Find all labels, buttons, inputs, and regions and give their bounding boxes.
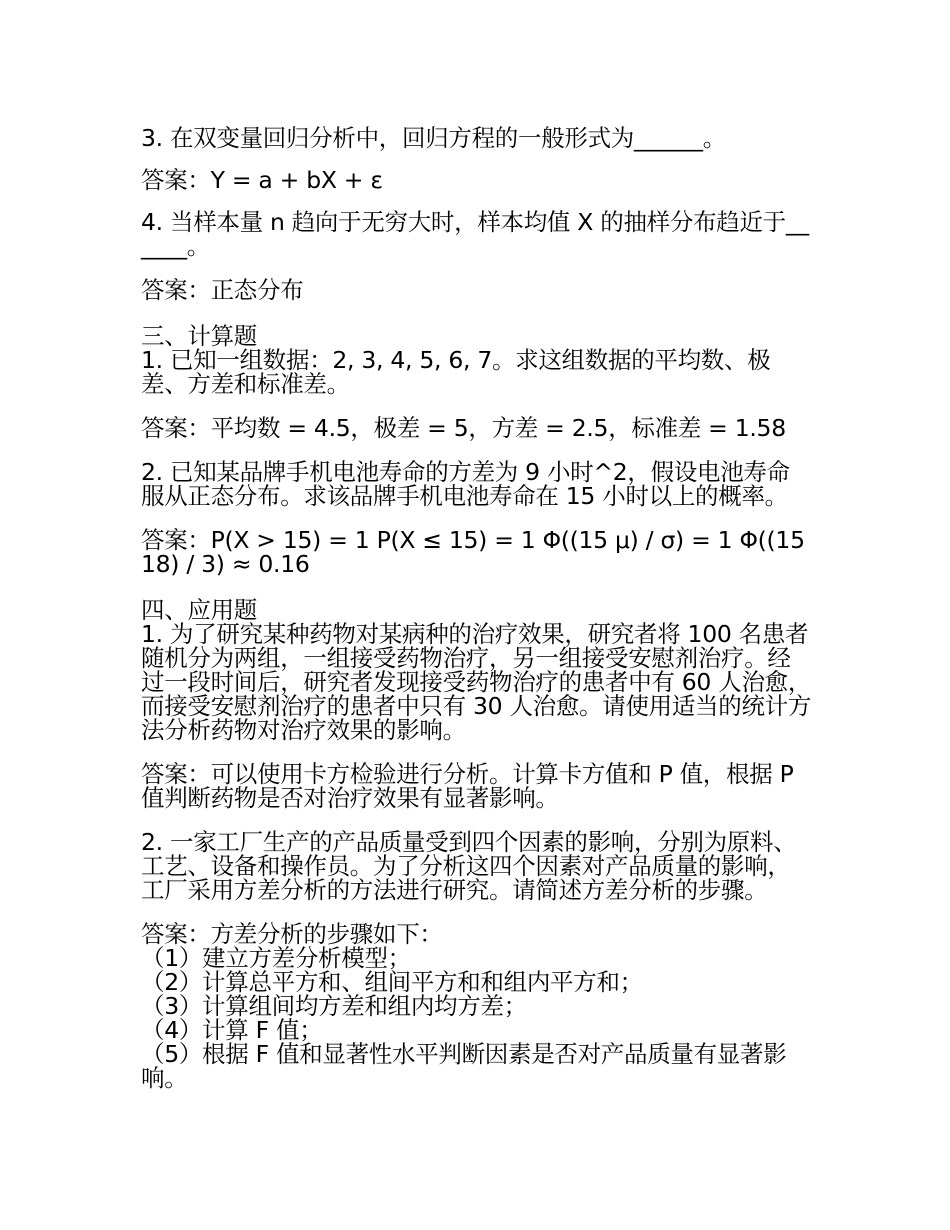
app-answer-2: [141, 922, 813, 1090]
app-answer-2-step: （2）计算总平方和、组间平方和和组内平方和；: [141, 968, 643, 996]
answer-3: 答案：Y = a + bX + ε: [141, 166, 383, 194]
question-3: 3. 在双变量回归分析中，回归方程的一般形式为______。: [141, 124, 726, 152]
section-heading-application: 四、应用题: [141, 596, 257, 624]
app-answer-2-step: （1）建立方差分析模型；: [141, 944, 411, 972]
app-question-1: 1. 为了研究某种药物对某病种的治疗效果，研究者将 100 名患者随机分为两组，一组接受药物治疗，另一组接受安慰剂治疗。经过一段时间后，研究者发现接受药物治疗的患者中有 60 人治愈，而接受安慰剂治疗的患者中只有 30 人治愈。请使用适当的统计方法分析药物对治疗效果的影响。: [141, 620, 812, 744]
document-content: [141, 126, 813, 1090]
app-question-2: 2. 一家工厂生产的产品质量受到四个因素的影响，分别为原料、工艺、设备和操作员。为了分析这四个因素对产品质量的影响，工厂采用方差分析的方法进行研究。请简述方差分析的步骤。: [141, 828, 797, 904]
section-heading-calculation: 三、计算题: [141, 322, 257, 350]
app-answer-2-step: （4）计算 F 值；: [141, 1016, 323, 1044]
app-answer-2-step: （5）根据 F 值和显著性水平判断因素是否对产品质量有显著影响。: [141, 1040, 787, 1092]
app-answer-2-intro: 答案：方差分析的步骤如下：: [141, 920, 443, 948]
calc-question-2: 2. 已知某品牌手机电池寿命的方差为 9 小时^2，假设电池寿命服从正态分布。求该品牌手机电池寿命在 15 小时以上的概率。: [141, 458, 790, 510]
calc-question-1: 1. 已知一组数据：2, 3, 4, 5, 6, 7。求这组数据的平均数、极差、方差和标准差。: [141, 346, 771, 398]
calc-answer-2: 答案：P(X > 15) = 1 P(X ≤ 15) = 1 Φ((15 μ) / σ) = 1 Φ((15 18) / 3) ≈ 0.16: [141, 526, 812, 578]
question-4: 4. 当样本量 n 趋向于无穷大时，样本均值 X 的抽样分布趋近于______。: [141, 208, 809, 260]
answer-4: 答案：正态分布: [141, 276, 304, 304]
app-answer-1: 答案：可以使用卡方检验进行分析。计算卡方值和 P 值，根据 P 值判断药物是否对治疗效果有显著影响。: [141, 760, 801, 812]
app-answer-2-step: （3）计算组间均方差和组内均方差；: [141, 992, 527, 1020]
calc-answer-1: 答案：平均数 = 4.5，极差 = 5，方差 = 2.5，标准差 = 1.58: [141, 414, 786, 442]
